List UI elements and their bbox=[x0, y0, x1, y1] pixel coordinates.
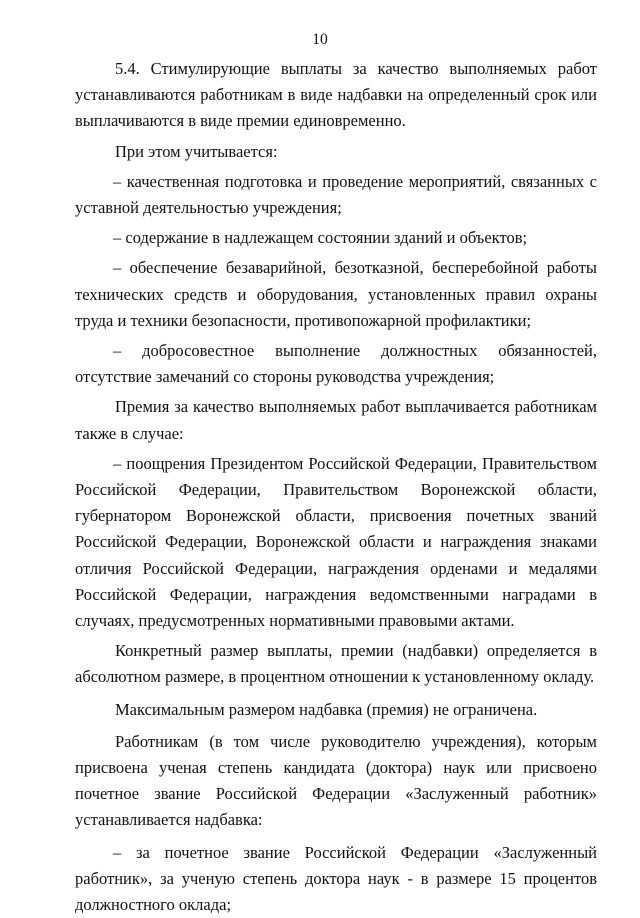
list-item-duties-fulfillment: – добросовестное выполнение должностных обязанностей, отсутствие замечаний со стороны руководства учреждения; bbox=[75, 341, 597, 387]
paragraph-5-4-intro: 5.4. Стимулирующие выплаты за качество выполняемых работ устанавливаются работникам в виде надбавки на определенный срок или выплачиваются в виде премии единовременно. bbox=[75, 59, 597, 131]
paragraph-academic-degree: Работникам (в том числе руководителю учреждения), которым присвоена ученая степень кандидата (доктора) наук или присвоено почетное звание Российской Федерации «Заслуженный работник» устанавливается надбавка: bbox=[75, 731, 597, 830]
list-item-honorary-title: – за почетное звание Российской Федерации «Заслуженный работник», за ученую степень доктора наук - в размере 15 процентов должностного оклада; bbox=[75, 842, 597, 915]
list-item-building-maintenance: – содержание в надлежащем состоянии зданий и объектов; bbox=[113, 228, 528, 248]
list-item-quality-preparation: – качественная подготовка и проведение мероприятий, связанных с уставной деятельностью учреждения; bbox=[75, 171, 597, 218]
document-body bbox=[75, 56, 597, 918]
paragraph-maximum-unlimited: Максимальным размером надбавка (премия) не ограничена. bbox=[115, 699, 538, 719]
paragraph-payment-amount: Конкретный размер выплаты, премии (надбавки) определяется в абсолютном размере, в процентном отношении к установленному окладу. bbox=[75, 641, 597, 687]
paragraph-considered-heading: При этом учитывается: bbox=[115, 141, 278, 161]
list-item-equipment-safety: – обеспечение безаварийной, безотказной, бесперебойной работы технических средств и оборудования, установленных правил охраны труда и техники безопасности, противопожарной профилактики; bbox=[75, 258, 597, 330]
list-item-awards-encouragement: – поощрения Президентом Российской Федерации, Правительством Российской Федерации, Правительством Воронежской области, губернатором Воронежской области, присвоения почетных званий Российской Федерации, Воронежской области и награждения знаками отличия Российской Федерации, награждения орденами и медалями Российской Федерации, награждения ведомственными наградами в случаях, предусмотренных нормативными правовыми актами. bbox=[75, 453, 597, 631]
paragraph-bonus-cases-heading: Премия за качество выполняемых работ выплачивается работникам также в случае: bbox=[75, 397, 597, 443]
page-number: 10 bbox=[312, 31, 328, 48]
